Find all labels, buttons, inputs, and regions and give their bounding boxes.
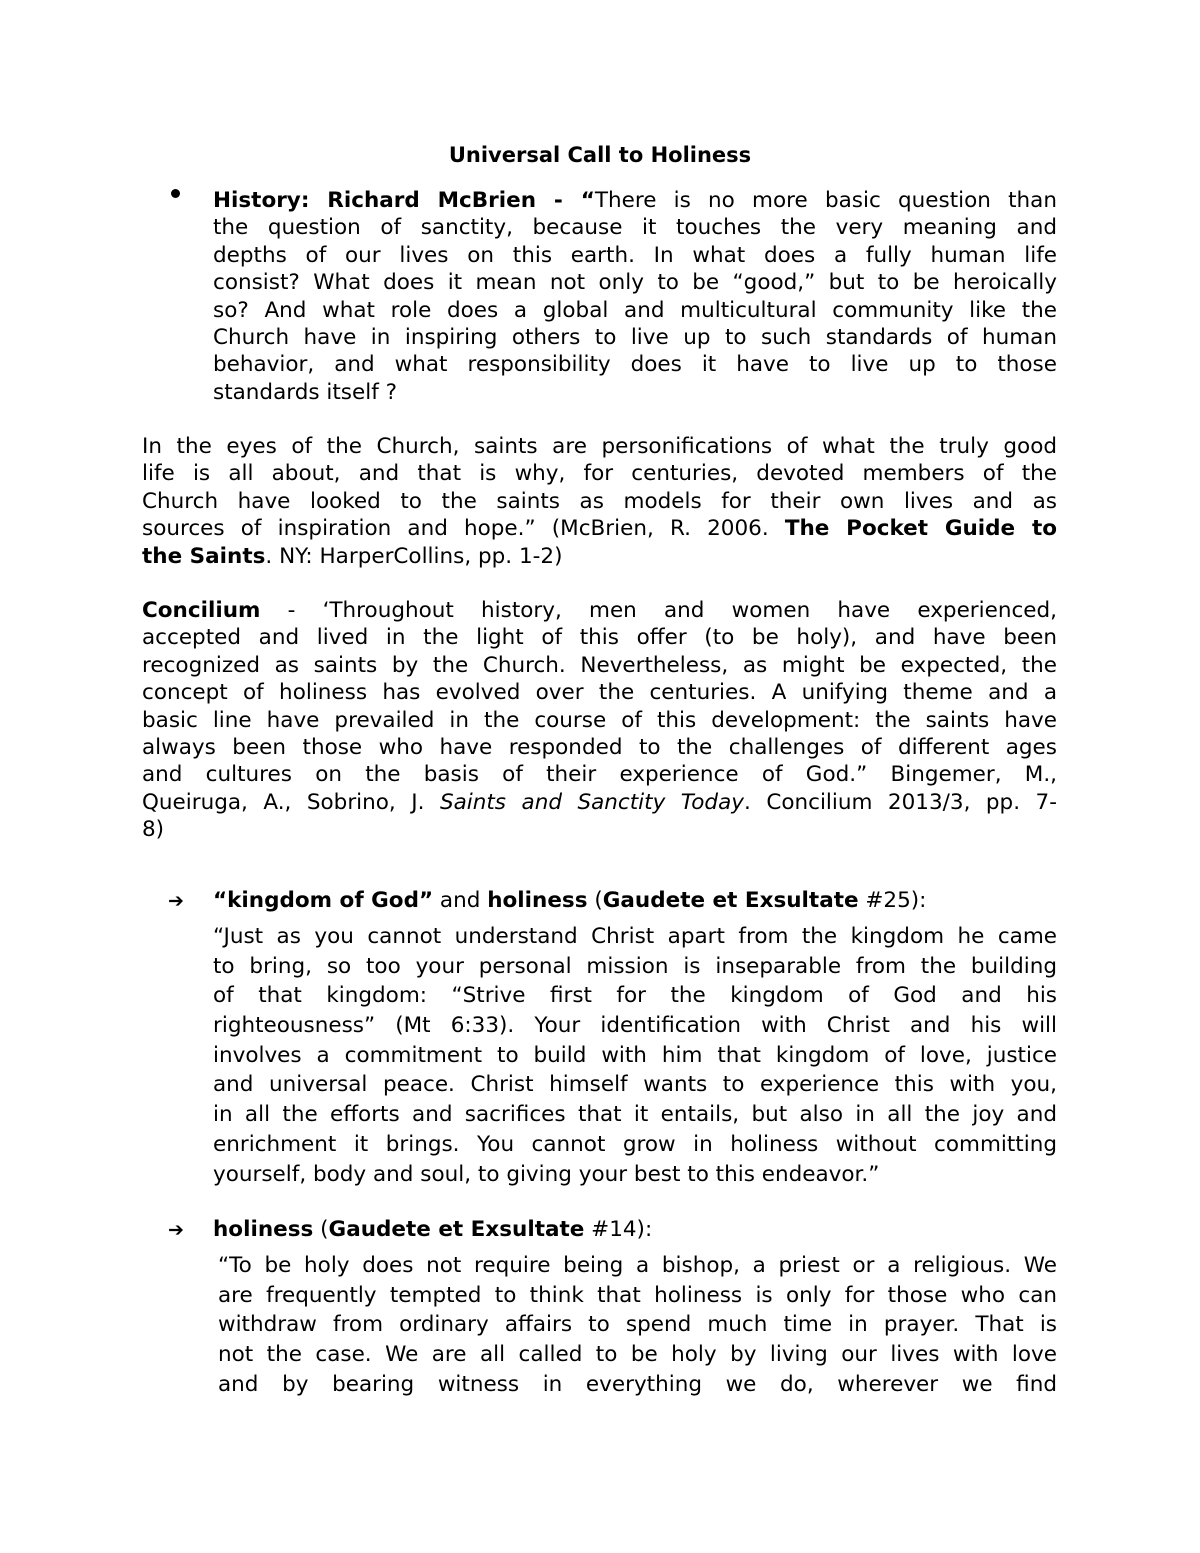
saints-line: In the eyes of the Church, saints are personifications of what the truly good (142, 434, 1057, 459)
history-line: standards itself ? (213, 379, 398, 405)
quote-line: “Just as you cannot understand Christ apart from the kingdom he came (213, 924, 1057, 949)
quote-line: are frequently tempted to think that holiness is only for those who can (218, 1282, 1057, 1308)
concilium-line: and cultures on the basis of their experience of God.” Bingemer, M., (142, 762, 1057, 788)
concilium-line: always been those who have responded to the challenges of different ages (142, 734, 1057, 760)
saints-line: the Saints. NY: HarperCollins, pp. 1-2) (142, 543, 563, 569)
saints-paragraph (142, 433, 1057, 570)
quote-line: “To be holy does not require being a bishop, a priest or a religious. We (218, 1253, 1057, 1278)
concilium-line: Queiruga, A., Sobrino, J. Saints and Sanctity Today. Concilium 2013/3, pp. 7- (142, 789, 1057, 815)
section1-quote (213, 922, 1057, 1189)
quote-line: enrichment it brings. You cannot grow in holiness without committing (213, 1131, 1057, 1157)
history-label: History: Richard McBrien - “ (213, 188, 595, 213)
concilium-line: Concilium - ‘Throughout history, men and women have experienced, (142, 598, 1057, 623)
quote-line: yourself, body and soul, to giving your best to this endeavor.” (213, 1161, 880, 1187)
quote-line: withdraw from ordinary affairs to spend much time in prayer. That is (218, 1312, 1057, 1338)
concilium-label: Concilium (142, 598, 261, 623)
history-line: Church have in inspiring others to live up to such standards of human (213, 324, 1057, 350)
quote-line: righteousness” (Mt 6:33). Your identification with Christ and his will (213, 1013, 1057, 1039)
history-line: consist? What does it mean not only to be “good,” but to be heroically (213, 270, 1057, 296)
concilium-line: accepted and lived in the light of this offer (to be holy), and have been (142, 625, 1057, 651)
quote-line: to bring, so too your personal mission is inseparable from the building (213, 953, 1057, 979)
bullet-icon (171, 189, 180, 198)
section1-heading: “kingdom of God” and holiness (Gaudete et Exsultate #25): (213, 888, 927, 913)
saints-line: Church have looked to the saints as models for their own lives and as (142, 488, 1057, 514)
section2-quote (218, 1251, 1057, 1399)
quote-line: in all the efforts and sacrifices that it entails, but also in all the joy and (213, 1102, 1057, 1128)
book-title: Saints and Sanctity Today (439, 789, 744, 815)
quote-line: and universal peace. Christ himself wants to experience this with you, (213, 1072, 1057, 1098)
book-title: the Saints (142, 543, 266, 569)
concilium-line: concept of holiness has evolved over the centuries. A unifying theme and a (142, 680, 1057, 706)
saints-line: life is all about, and that is why, for centuries, devoted members of the (142, 461, 1057, 487)
quote-line: involves a commitment to build with him that kingdom of love, justice (213, 1042, 1057, 1068)
book-title: The Pocket Guide to (784, 516, 1057, 542)
page-title: Universal Call to Holiness (448, 143, 752, 167)
arrow-right-icon: ➔ (168, 1219, 184, 1241)
quote-line: and by bearing witness in everything we do, wherever we find (218, 1371, 1057, 1397)
history-line: depths of our lives on this earth. In what does a fully human life (213, 242, 1057, 268)
concilium-paragraph (142, 597, 1057, 844)
concilium-line: recognized as saints by the Church. Nevertheless, as might be expected, the (142, 652, 1057, 678)
history-paragraph (213, 187, 1057, 406)
quote-line: of that kingdom: “Strive first for the kingdom of God and his (213, 983, 1057, 1009)
quote-line: not the case. We are all called to be holy by living our lives with love (218, 1342, 1057, 1368)
section2-heading: holiness (Gaudete et Exsultate #14): (213, 1217, 653, 1242)
history-line: the question of sanctity, because it touches the very meaning and (213, 215, 1057, 241)
concilium-line: basic line have prevailed in the course of this development: the saints have (142, 707, 1057, 733)
history-line: History: Richard McBrien - “There is no more basic question than (213, 188, 1057, 213)
saints-line: sources of inspiration and hope.” (McBrien, R. 2006. The Pocket Guide to (142, 516, 1057, 542)
history-line: behavior, and what responsibility does it have to live up to those (213, 352, 1057, 378)
concilium-line: 8) (142, 817, 165, 843)
history-line: so? And what role does a global and multicultural community like the (213, 297, 1057, 323)
arrow-right-icon: ➔ (168, 890, 184, 912)
